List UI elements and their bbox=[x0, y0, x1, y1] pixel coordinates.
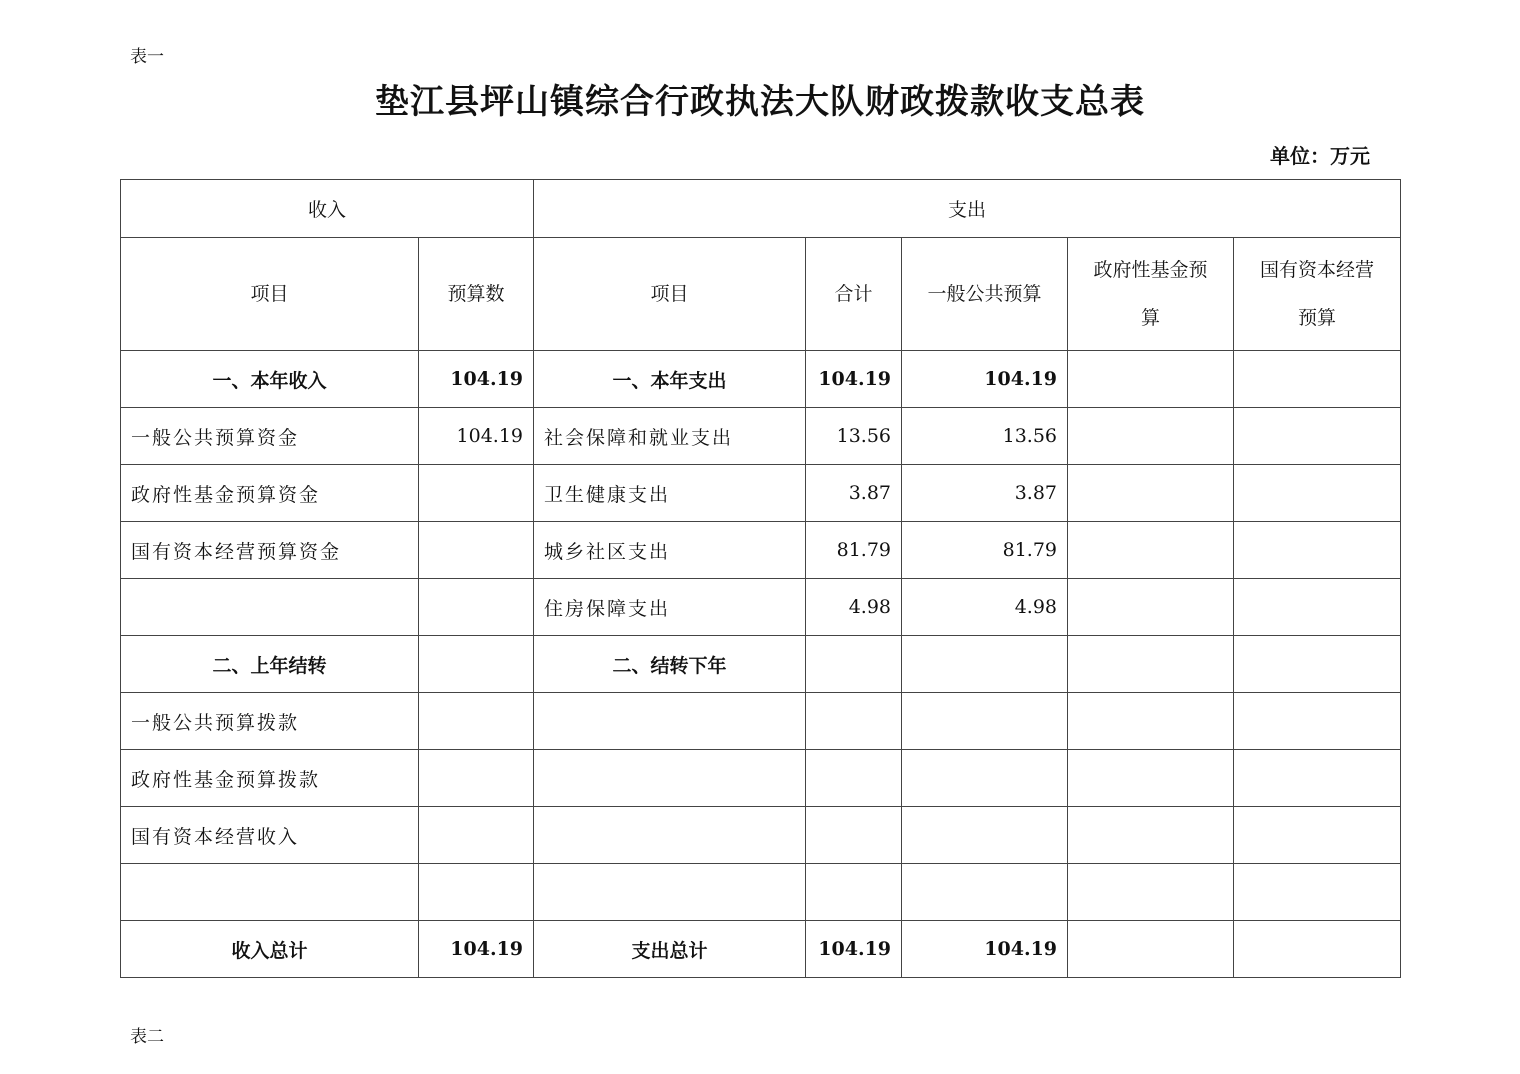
table-row bbox=[121, 693, 1401, 750]
gov-fund-budget-header: 政府性基金预算 bbox=[1068, 238, 1234, 351]
table-row bbox=[121, 636, 1401, 693]
total-cell bbox=[806, 693, 902, 750]
income-name-cell: 国有资本经营收入 bbox=[121, 807, 419, 864]
budget-summary-table bbox=[120, 179, 1401, 978]
income-value-cell bbox=[419, 636, 534, 693]
income-budget-header: 预算数 bbox=[419, 238, 534, 351]
fund-budget-cell bbox=[1068, 636, 1234, 693]
general-budget-cell bbox=[902, 864, 1068, 921]
expense-total-value: 104.19 bbox=[806, 921, 902, 978]
general-public-budget-header: 一般公共预算 bbox=[902, 238, 1068, 351]
capital-budget-cell bbox=[1234, 864, 1401, 921]
total-cell: 104.19 bbox=[806, 351, 902, 408]
total-cell bbox=[806, 636, 902, 693]
income-value-cell bbox=[419, 579, 534, 636]
income-value-cell bbox=[419, 807, 534, 864]
total-cell bbox=[806, 750, 902, 807]
total-cell: 3.87 bbox=[806, 465, 902, 522]
income-value-cell bbox=[419, 864, 534, 921]
total-cell: 81.79 bbox=[806, 522, 902, 579]
income-value-cell bbox=[419, 522, 534, 579]
capital-budget-cell bbox=[1234, 807, 1401, 864]
income-value-cell bbox=[419, 693, 534, 750]
fund-budget-cell bbox=[1068, 351, 1234, 408]
fund-budget-cell bbox=[1068, 408, 1234, 465]
expense-group-header: 支出 bbox=[534, 180, 1401, 238]
fund-budget-cell bbox=[1068, 693, 1234, 750]
income-name-cell: 二、上年结转 bbox=[121, 636, 419, 693]
unit-label: 单位：万元 bbox=[1270, 144, 1370, 168]
expense-total-label: 支出总计 bbox=[534, 921, 806, 978]
table-row bbox=[121, 579, 1401, 636]
income-value-cell bbox=[419, 750, 534, 807]
income-value-cell: 104.19 bbox=[419, 351, 534, 408]
expense-name-cell bbox=[534, 864, 806, 921]
expense-name-cell: 一、本年支出 bbox=[534, 351, 806, 408]
fund-budget-total-value bbox=[1068, 921, 1234, 978]
general-budget-cell bbox=[902, 636, 1068, 693]
capital-budget-cell bbox=[1234, 750, 1401, 807]
capital-budget-cell bbox=[1234, 408, 1401, 465]
total-cell bbox=[806, 864, 902, 921]
fund-budget-cell bbox=[1068, 522, 1234, 579]
general-budget-cell: 13.56 bbox=[902, 408, 1068, 465]
general-budget-cell: 81.79 bbox=[902, 522, 1068, 579]
expense-name-cell bbox=[534, 750, 806, 807]
total-cell: 13.56 bbox=[806, 408, 902, 465]
table-row bbox=[121, 750, 1401, 807]
table-row bbox=[121, 522, 1401, 579]
fund-budget-cell bbox=[1068, 465, 1234, 522]
table-row bbox=[121, 408, 1401, 465]
table-row bbox=[121, 807, 1401, 864]
table-label-top: 表一 bbox=[130, 47, 164, 67]
fund-budget-cell bbox=[1068, 807, 1234, 864]
totals-row bbox=[121, 921, 1401, 978]
table-label-bottom: 表二 bbox=[130, 1027, 164, 1047]
general-budget-cell: 4.98 bbox=[902, 579, 1068, 636]
income-total-value: 104.19 bbox=[419, 921, 534, 978]
expense-name-cell: 社会保障和就业支出 bbox=[534, 408, 806, 465]
table-row bbox=[121, 351, 1401, 408]
capital-budget-total-value bbox=[1234, 921, 1401, 978]
income-name-cell bbox=[121, 579, 419, 636]
fund-budget-cell bbox=[1068, 750, 1234, 807]
capital-budget-cell bbox=[1234, 579, 1401, 636]
general-budget-cell bbox=[902, 807, 1068, 864]
table-row bbox=[121, 465, 1401, 522]
income-name-cell: 国有资本经营预算资金 bbox=[121, 522, 419, 579]
general-budget-cell bbox=[902, 750, 1068, 807]
income-name-cell: 政府性基金预算资金 bbox=[121, 465, 419, 522]
total-cell: 4.98 bbox=[806, 579, 902, 636]
capital-budget-cell bbox=[1234, 693, 1401, 750]
fund-budget-cell bbox=[1068, 864, 1234, 921]
general-budget-total-value: 104.19 bbox=[902, 921, 1068, 978]
income-value-cell bbox=[419, 465, 534, 522]
general-budget-cell: 104.19 bbox=[902, 351, 1068, 408]
income-item-header: 项目 bbox=[121, 238, 419, 351]
expense-name-cell bbox=[534, 807, 806, 864]
income-group-header: 收入 bbox=[121, 180, 534, 238]
capital-budget-cell bbox=[1234, 636, 1401, 693]
expense-item-header: 项目 bbox=[534, 238, 806, 351]
total-header: 合计 bbox=[806, 238, 902, 351]
total-cell bbox=[806, 807, 902, 864]
income-name-cell: 一般公共预算拨款 bbox=[121, 693, 419, 750]
capital-budget-cell bbox=[1234, 522, 1401, 579]
page-title: 垫江县坪山镇综合行政执法大队财政拨款收支总表 bbox=[375, 82, 1145, 122]
income-name-cell: 一、本年收入 bbox=[121, 351, 419, 408]
income-total-label: 收入总计 bbox=[121, 921, 419, 978]
state-capital-budget-header: 国有资本经营预算 bbox=[1234, 238, 1401, 351]
general-budget-cell: 3.87 bbox=[902, 465, 1068, 522]
expense-name-cell: 城乡社区支出 bbox=[534, 522, 806, 579]
table-row bbox=[121, 864, 1401, 921]
fund-budget-cell bbox=[1068, 579, 1234, 636]
expense-name-cell bbox=[534, 693, 806, 750]
header-columns-row bbox=[121, 238, 1401, 351]
income-value-cell: 104.19 bbox=[419, 408, 534, 465]
expense-name-cell: 卫生健康支出 bbox=[534, 465, 806, 522]
income-name-cell: 一般公共预算资金 bbox=[121, 408, 419, 465]
capital-budget-cell bbox=[1234, 465, 1401, 522]
income-name-cell: 政府性基金预算拨款 bbox=[121, 750, 419, 807]
expense-name-cell: 住房保障支出 bbox=[534, 579, 806, 636]
income-name-cell bbox=[121, 864, 419, 921]
capital-budget-cell bbox=[1234, 351, 1401, 408]
general-budget-cell bbox=[902, 693, 1068, 750]
expense-name-cell: 二、结转下年 bbox=[534, 636, 806, 693]
header-group-row bbox=[121, 180, 1401, 238]
